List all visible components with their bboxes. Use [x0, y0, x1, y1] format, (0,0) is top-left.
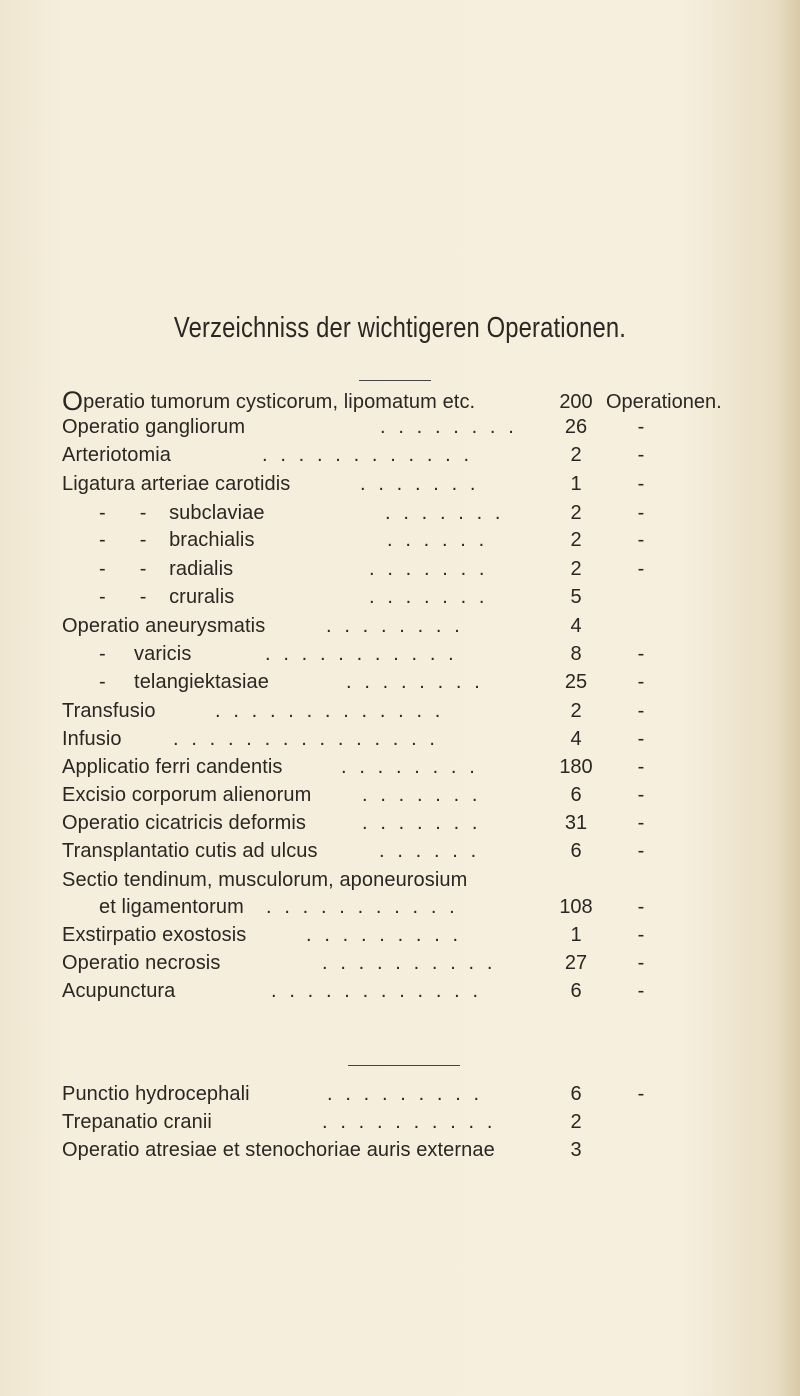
- operation-label: Operatio cicatricis deformis: [62, 812, 306, 834]
- ditto-mark: -: [637, 444, 645, 466]
- list-item: [0, 470, 800, 498]
- list-item: [0, 388, 800, 416]
- ditto-mark: -: [637, 643, 645, 665]
- leader-dots: . . . . . . .: [362, 812, 482, 834]
- operation-label: Exstirpatio exostosis: [62, 924, 247, 946]
- operation-count: 31: [564, 812, 588, 834]
- operation-count: 3: [570, 1139, 582, 1161]
- leader-dots: . . . . . . . . . . . . . . .: [173, 728, 439, 750]
- operation-count: 2: [570, 529, 582, 551]
- ditto-mark: -: [637, 924, 645, 946]
- list-item: [0, 837, 800, 865]
- leader-dots: . . . . . . . . .: [327, 1083, 483, 1105]
- leader-dots: . . . . . .: [379, 840, 480, 862]
- ditto-mark: -: [637, 840, 645, 862]
- operation-count: 1: [570, 473, 582, 495]
- leader-dots: . . . . . . . .: [380, 416, 518, 438]
- operation-label: Transplantatio cutis ad ulcus: [62, 840, 318, 862]
- operation-count: 6: [570, 1083, 582, 1105]
- operation-count: 4: [570, 615, 582, 637]
- list-item: [0, 893, 800, 921]
- operation-count: 2: [570, 700, 582, 722]
- operation-label: Operatio aneurysmatis: [62, 615, 266, 637]
- operation-label: Ligatura arteriae carotidis: [62, 473, 291, 495]
- operation-count: 200: [559, 391, 593, 413]
- list-item: [0, 583, 800, 611]
- ditto-mark: -: [637, 784, 645, 806]
- operation-label: - - subclaviae: [99, 502, 265, 524]
- operation-count: 180: [559, 756, 593, 778]
- operation-count: 1: [570, 924, 582, 946]
- operation-label: - - brachialis: [99, 529, 255, 551]
- ditto-mark: -: [637, 502, 645, 524]
- leader-dots: . . . . . . . . . . . .: [271, 980, 482, 1002]
- list-item: [0, 526, 800, 554]
- list-item: [0, 921, 800, 949]
- operation-count: 25: [564, 671, 588, 693]
- operation-count: 4: [570, 728, 582, 750]
- leader-dots: . . . . . . . .: [326, 615, 464, 637]
- leader-dots: . . . . . . . . . . . .: [262, 444, 473, 466]
- list-item: [0, 441, 800, 469]
- ditto-mark: -: [637, 416, 645, 438]
- list-item: [0, 640, 800, 668]
- ditto-mark: -: [637, 980, 645, 1002]
- list-item: [0, 725, 800, 753]
- operation-label: Excisio corporum alienorum: [62, 784, 312, 806]
- leader-dots: . . . . . . . . . .: [322, 1111, 496, 1133]
- ditto-mark: -: [637, 812, 645, 834]
- list-item: [0, 499, 800, 527]
- operation-label: Arteriotomia: [62, 444, 172, 466]
- operation-label: Operatio necrosis: [62, 952, 221, 974]
- ditto-mark: -: [637, 558, 645, 580]
- operation-count: 2: [570, 1111, 582, 1133]
- operation-label: Operatio atresiae et stenochoriae auris externae: [62, 1139, 495, 1161]
- operation-count: 108: [559, 896, 593, 918]
- leader-dots: . . . . . . .: [362, 784, 482, 806]
- leader-dots: . . . . . . .: [369, 558, 489, 580]
- leader-dots: . . . . . . . .: [341, 756, 479, 778]
- leader-dots: . . . . . . .: [385, 502, 505, 524]
- list-item: [0, 1136, 800, 1164]
- operation-count: 2: [570, 502, 582, 524]
- operation-label: Trepanatio cranii: [62, 1111, 212, 1133]
- ditto-mark: -: [637, 756, 645, 778]
- operation-label: - varicis: [99, 643, 192, 665]
- operation-label: Applicatio ferri candentis: [62, 756, 283, 778]
- list-item: [0, 809, 800, 837]
- operation-count: 2: [570, 444, 582, 466]
- operation-label: Operatio gangliorum: [62, 416, 246, 438]
- ditto-mark: -: [637, 473, 645, 495]
- operation-count: 5: [570, 586, 582, 608]
- list-item: [0, 781, 800, 809]
- operation-label: Acupunctura: [62, 980, 176, 1002]
- operation-count: 6: [570, 980, 582, 1002]
- leader-dots: . . . . . .: [387, 529, 488, 551]
- operation-label: - - cruralis: [99, 586, 235, 608]
- operation-label: Operatio tumorum cysticorum, lipomatum etc.: [62, 386, 476, 416]
- operation-count: 6: [570, 840, 582, 862]
- divider-rule: [348, 1065, 460, 1066]
- list-item: [0, 1108, 800, 1136]
- operation-count: 27: [564, 952, 588, 974]
- operation-label: Punctio hydrocephali: [62, 1083, 250, 1105]
- list-item: [0, 753, 800, 781]
- list-item: [0, 555, 800, 583]
- leader-dots: . . . . . . . . . .: [322, 952, 496, 974]
- unit-label: Operationen.: [606, 391, 722, 413]
- leader-dots: . . . . . . . .: [346, 671, 484, 693]
- list-item: [0, 612, 800, 640]
- ditto-mark: -: [637, 700, 645, 722]
- operation-count: 26: [564, 416, 588, 438]
- operation-count: 6: [570, 784, 582, 806]
- leader-dots: . . . . . . . . . . .: [266, 896, 459, 918]
- list-item: [0, 949, 800, 977]
- ditto-mark: -: [637, 529, 645, 551]
- list-item: [0, 697, 800, 725]
- list-item: [0, 1080, 800, 1108]
- list-item: [0, 866, 800, 894]
- leader-dots: . . . . . . .: [369, 586, 489, 608]
- ditto-mark: -: [637, 1083, 645, 1105]
- operation-count: 8: [570, 643, 582, 665]
- leader-dots: . . . . . . . . . . .: [265, 643, 458, 665]
- operation-label: et ligamentorum: [99, 896, 244, 918]
- list-item: [0, 413, 800, 441]
- page-title: Verzeichniss der wichtigeren Operationen.: [173, 312, 627, 344]
- ditto-mark: -: [637, 728, 645, 750]
- ditto-mark: -: [637, 952, 645, 974]
- list-item: [0, 977, 800, 1005]
- operation-label: Sectio tendinum, musculorum, aponeurosium: [62, 869, 468, 891]
- ditto-mark: -: [637, 671, 645, 693]
- leader-dots: . . . . . . . . . . . . .: [215, 700, 444, 722]
- leader-dots: . . . . . . .: [360, 473, 480, 495]
- list-item: [0, 668, 800, 696]
- divider-rule: [359, 380, 431, 381]
- leader-dots: . . . . . . . . .: [306, 924, 462, 946]
- operation-label: - telangiektasiae: [99, 671, 269, 693]
- operation-label: - - radialis: [99, 558, 234, 580]
- operation-label: Transfusio: [62, 700, 156, 722]
- operation-label: Infusio: [62, 728, 122, 750]
- operation-count: 2: [570, 558, 582, 580]
- ditto-mark: -: [637, 896, 645, 918]
